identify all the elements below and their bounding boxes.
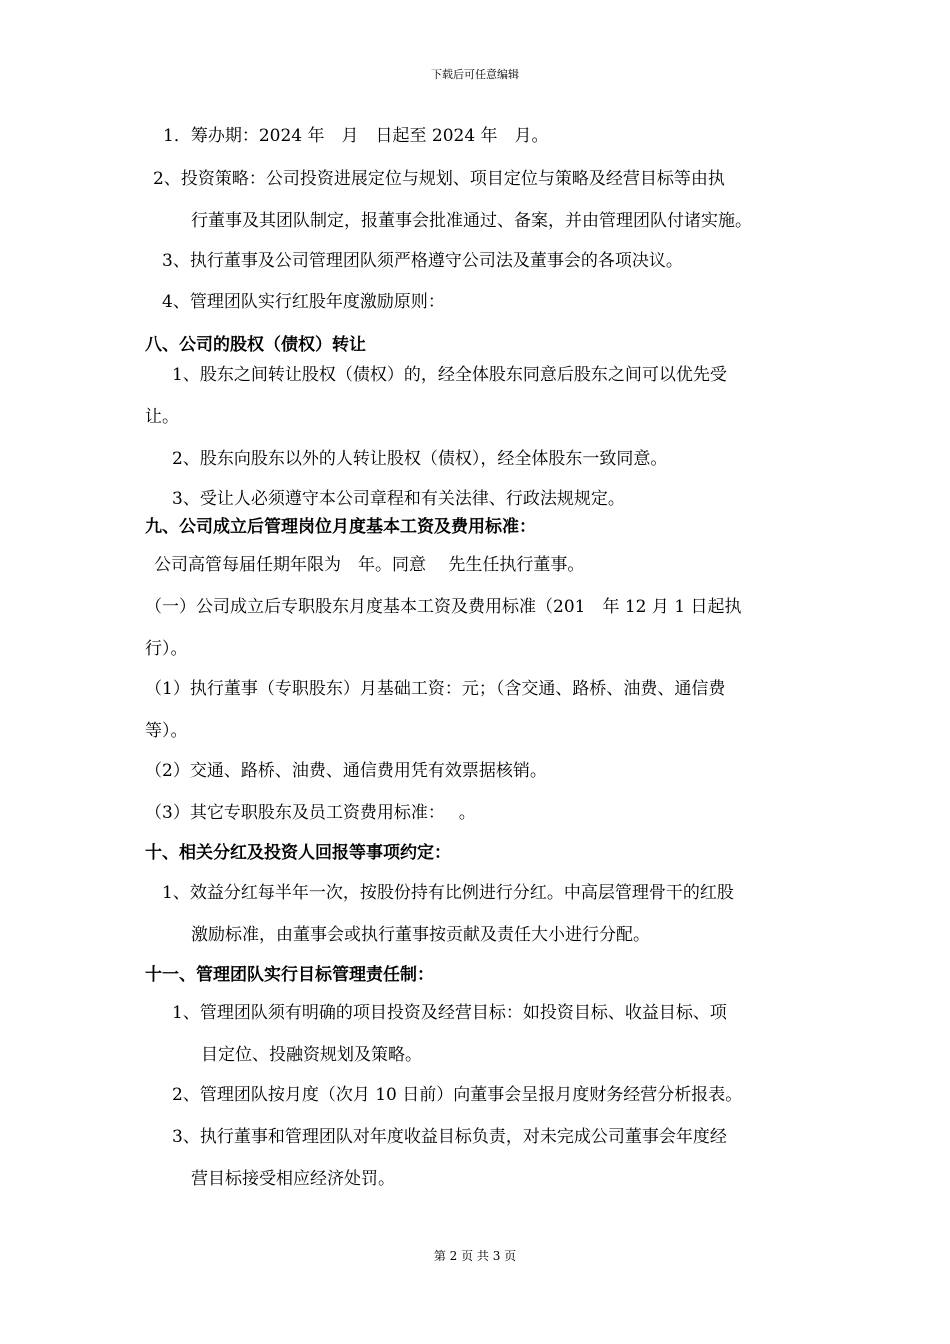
item-incentive: 4、管理团队实行红股年度激励原则： — [162, 292, 445, 312]
item-annual-responsibility-cont: 营目标接受相应经济处罚。 — [191, 1169, 395, 1189]
item-other-staff-salary: （3）其它专职股东及员工资费用标准： 。 — [145, 803, 476, 823]
section-heading-11: 十一、管理团队实行目标管理责任制： — [145, 965, 434, 985]
item-salary-standard-cont: 行）。 — [145, 639, 188, 659]
page-footer: 第 2 页 共 3 页 — [433, 1249, 517, 1263]
item-management-goals: 1、管理团队须有明确的项目投资及经营目标：如投资目标、收益目标、项 — [172, 1003, 727, 1023]
item-expense-reimbursement: （2）交通、路桥、油费、通信费用凭有效票据核销。 — [145, 761, 547, 781]
item-director-salary-cont: 等）。 — [145, 721, 188, 741]
section-heading-9: 九、公司成立后管理岗位月度基本工资及费用标准： — [145, 517, 536, 537]
section-heading-10: 十、相关分红及投资人回报等事项约定： — [145, 843, 451, 863]
item-monthly-report: 2、管理团队按月度（次月 10 日前）向董事会呈报月度财务经营分析报表。 — [172, 1085, 743, 1105]
item-dividend-cont: 激励标准，由董事会或执行董事按贡献及责任大小进行分配。 — [191, 925, 650, 945]
item-equity-transfer-1: 1、股东之间转让股权（债权）的，经全体股东同意后股东之间可以优先受 — [172, 365, 727, 385]
item-preparation-period: 1．筹办期：2024 年 月 日起至 2024 年 月。 — [163, 126, 549, 146]
item-equity-transfer-1-cont: 让。 — [145, 407, 179, 427]
item-investment-strategy-cont: 行董事及其团队制定，报董事会批准通过、备案，并由管理团队付诸实施。 — [191, 211, 752, 231]
item-compliance: 3、执行董事及公司管理团队须严格遵守公司法及董事会的各项决议。 — [162, 251, 683, 271]
item-equity-transfer-2: 2、股东向股东以外的人转让股权（债权），经全体股东一致同意。 — [172, 449, 668, 469]
item-investment-strategy: 2、投资策略：公司投资进展定位与规划、项目定位与策略及经营目标等由执 — [153, 169, 725, 189]
item-management-goals-cont: 目定位、投融资规划及策略。 — [201, 1045, 422, 1065]
page-header: 下载后可任意编辑 — [431, 68, 519, 81]
item-dividend: 1、效益分红每半年一次，按股份持有比例进行分红。中高层管理骨干的红股 — [162, 883, 734, 903]
section-heading-8: 八、公司的股权（债权）转让 — [145, 335, 366, 355]
item-equity-transfer-3: 3、受让人必须遵守本公司章程和有关法律、行政法规规定。 — [172, 489, 625, 509]
item-salary-standard: （一）公司成立后专职股东月度基本工资及费用标准（201 年 12 月 1 日起执 — [145, 597, 742, 617]
item-annual-responsibility: 3、执行董事和管理团队对年度收益目标负责，对未完成公司董事会年度经 — [172, 1127, 727, 1147]
item-director-salary: （1）执行董事（专职股东）月基础工资：元；（含交通、路桥、油费、通信费 — [145, 679, 726, 699]
item-term-of-office: 公司高管每届任期年限为 年。同意 先生任执行董事。 — [154, 555, 585, 575]
